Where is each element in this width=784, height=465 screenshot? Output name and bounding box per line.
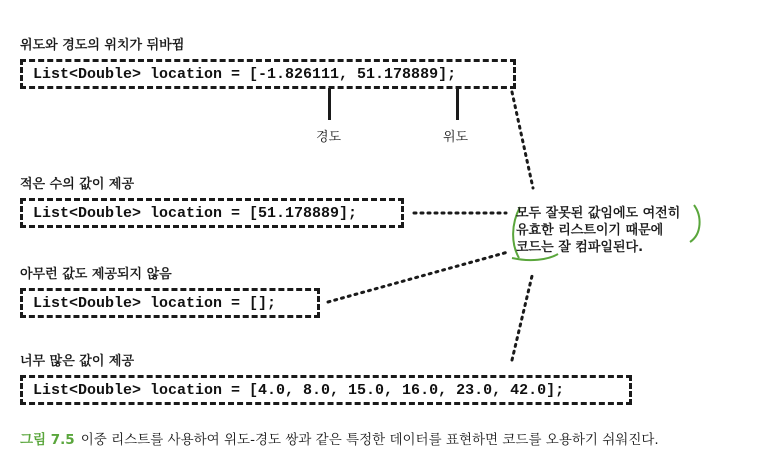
figure-number: 그림 7.5 bbox=[20, 432, 75, 448]
label-too-many: 너무 많은 값이 제공 bbox=[20, 354, 135, 369]
figure-caption bbox=[20, 428, 659, 448]
pointer-label-longitude: 경도 bbox=[316, 130, 342, 145]
code-too-many: List<Double> location = [4.0, 8.0, 15.0, 16.0, 23.0, 42.0]; bbox=[33, 381, 565, 399]
connector-line-swapped bbox=[512, 92, 533, 188]
code-swapped: List<Double> location = [-1.826111, 51.178889]; bbox=[33, 65, 457, 83]
connector-line-empty bbox=[328, 252, 508, 302]
caption-text: 이중 리스트를 사용하여 위도-경도 쌍과 같은 특정한 데이터를 표현하면 코드를 오용하기 쉬워진다. bbox=[80, 432, 659, 448]
label-swapped: 위도와 경도의 위치가 뒤바뀜 bbox=[20, 38, 185, 53]
note-line-2: 유효한 리스트이기 때문에 bbox=[516, 223, 664, 238]
connector-line-too-many bbox=[512, 276, 532, 360]
pointer-label-latitude: 위도 bbox=[443, 130, 469, 145]
note-line-3: 코드는 잘 컴파일된다. bbox=[516, 240, 644, 255]
note-line-1: 모두 잘못된 값임에도 여전히 bbox=[516, 206, 681, 221]
code-too-few: List<Double> location = [51.178889]; bbox=[33, 204, 358, 222]
code-empty: List<Double> location = []; bbox=[33, 294, 277, 312]
label-empty: 아무런 값도 제공되지 않음 bbox=[20, 267, 172, 282]
compile-note bbox=[516, 205, 716, 256]
label-too-few: 적은 수의 값이 제공 bbox=[20, 177, 135, 192]
